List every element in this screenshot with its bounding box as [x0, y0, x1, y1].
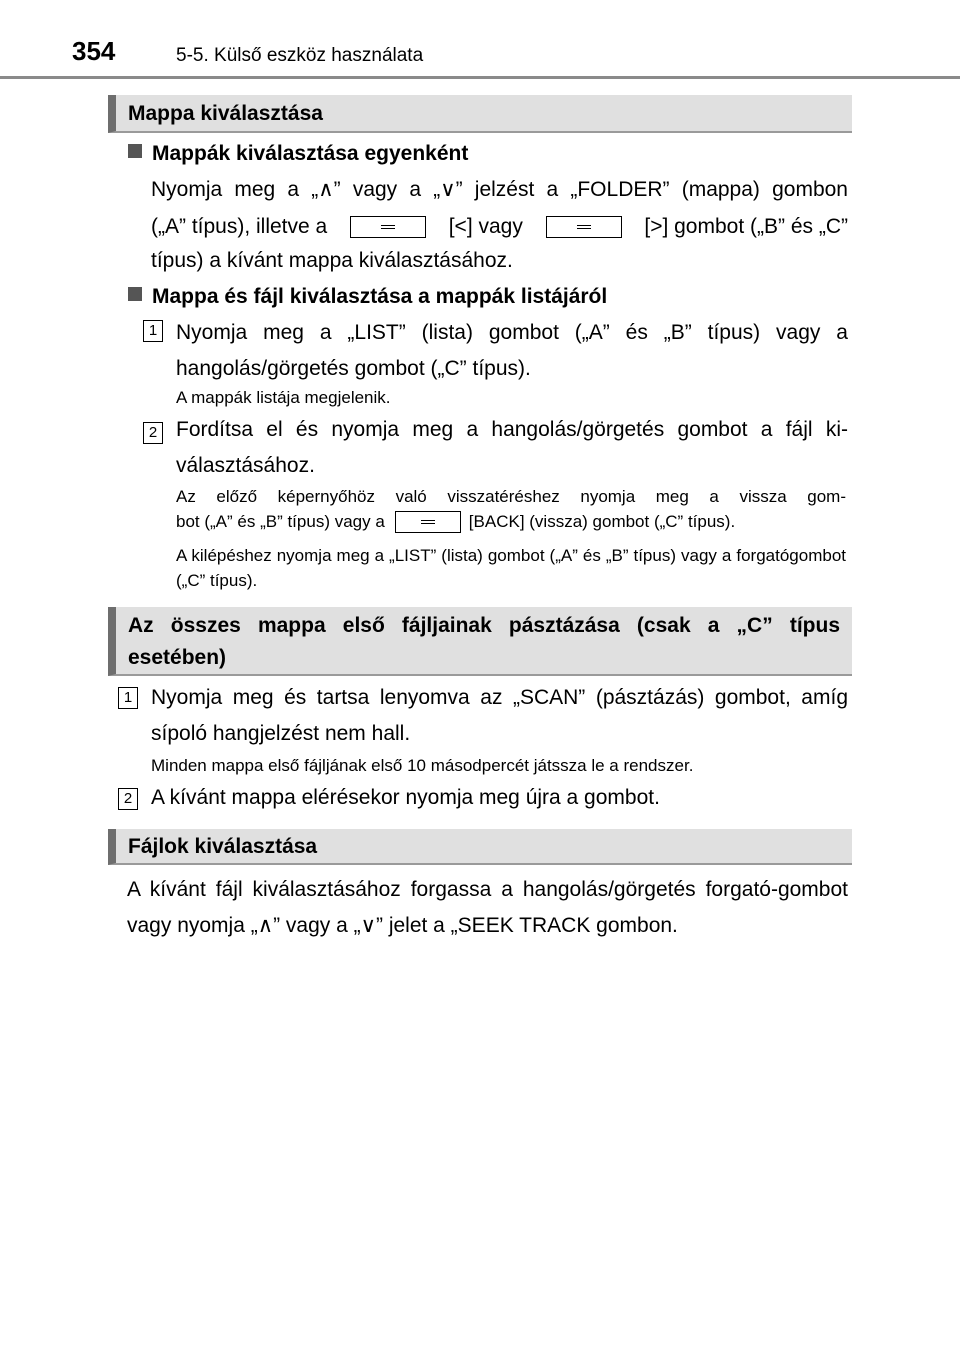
back-button-icon: [395, 511, 461, 533]
section-title: Fájlok kiválasztása: [128, 835, 318, 858]
paragraph-text: [<] vagy: [448, 215, 523, 238]
note-text: [BACK] (vissza) gombot („C” típus).: [468, 512, 736, 531]
square-bullet-icon: [128, 287, 142, 301]
step-text: A kívánt mappa elérésekor nyomja meg újra a gombot.: [151, 786, 660, 809]
paragraph: A kívánt fájl kiválasztásához forgassa a hangolás/görgetés forgató-gombot vagy nyomja „∧” vagy a „∨” jelet a „SEEK TRACK gombon.: [127, 878, 848, 937]
paragraph-line: típus) a kívánt mappa kiválasztásához.: [151, 249, 513, 272]
step-text: Nyomja meg és tartsa lenyomva az „SCAN” (pásztázás) gombot, amíg sípoló hangjelzést nem hall.: [151, 686, 848, 745]
section-heading-folder-select: [108, 95, 852, 133]
section-heading-file-select: [108, 829, 852, 865]
subheading-text: Mappa és fájl kiválasztása a mappák listájáról: [152, 285, 608, 308]
subheading-folders-one-by-one: [128, 141, 468, 167]
step-note: A mappák listája megjelenik.: [176, 388, 391, 407]
section-title: Mappa kiválasztása: [128, 102, 323, 125]
step-note: Minden mappa első fájljának első 10 másodpercét játssza le a rendszer.: [151, 756, 694, 775]
chapter-title: 5-5. Külső eszköz használata: [176, 45, 424, 66]
step-number: 2: [143, 422, 163, 444]
paragraph-line: Nyomja meg a „∧” vagy a „∨” jelzést a „FOLDER” (mappa) gombon: [151, 178, 848, 201]
prev-button-icon: [350, 216, 426, 238]
section-title: Az összes mappa első fájljainak pásztázása (csak a „C” típus esetében): [128, 614, 840, 669]
step-text: Nyomja meg a „LIST” (lista) gombot („A” és „B” típus) vagy a hangolás/görgetés gombot („C” típus).: [176, 321, 848, 380]
subheading-folder-list: [128, 284, 607, 310]
header-rule: [0, 76, 960, 79]
page-header: [0, 0, 960, 80]
step-number: 1: [143, 320, 163, 342]
section-heading-scan-folders: [108, 607, 852, 676]
square-bullet-icon: [128, 144, 142, 158]
step-note: A kilépéshez nyomja meg a „LIST” (lista) gombot („A” és „B” típus) vagy a forgatógombot („C” típus).: [176, 546, 846, 590]
paragraph-text: [>] gombot („B” és „C”: [644, 215, 848, 238]
step-number: 2: [118, 788, 138, 810]
page-number: 354: [72, 36, 116, 66]
step-note-with-button: [176, 509, 846, 534]
paragraph-text: („A” típus), illetve a: [151, 215, 328, 238]
note-text: bot („A” és „B” típus) vagy a: [176, 512, 385, 531]
next-button-icon: [546, 216, 622, 238]
step-text: Fordítsa el és nyomja meg a hangolás/görgetés gombot a fájl ki-választásához.: [176, 418, 848, 477]
subheading-text: Mappák kiválasztása egyenként: [152, 142, 469, 165]
step-number: 1: [118, 687, 138, 709]
step-note: Az előző képernyőhöz való visszatéréshez nyomja meg a vissza gom-: [176, 487, 846, 506]
paragraph-line-with-buttons: [151, 209, 848, 245]
